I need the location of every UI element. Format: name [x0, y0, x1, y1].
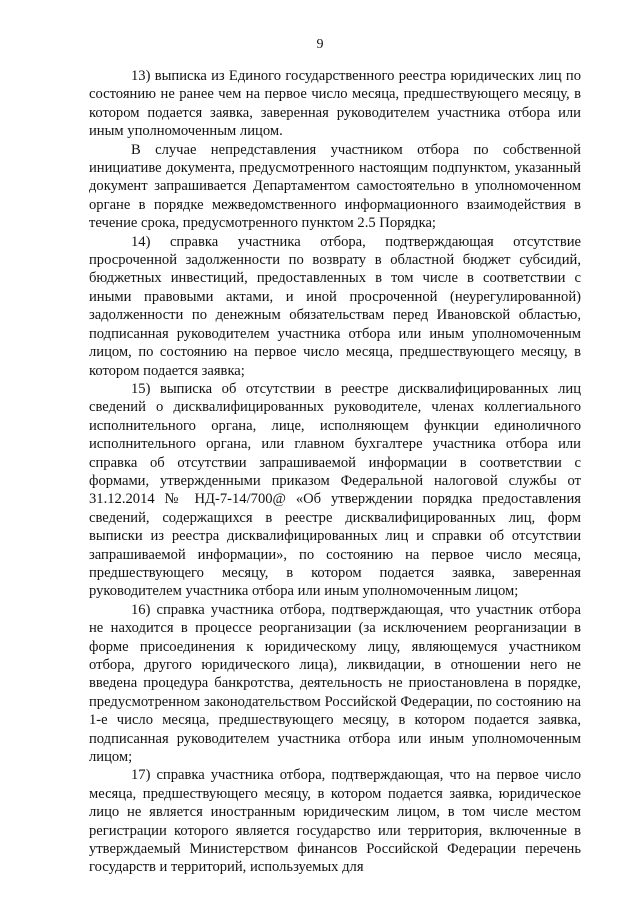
paragraph-item-14: 14) справка участника отбора, подтверждающая отсутствие просроченной задолженности по возврату в областной бюджет субсидий, бюджетных инвестиций, предоставленных в том числе в соответствии с иными правовыми актами, и иной просроченной (неурегулированной) задолженности по денежным обязательствам перед Ивановской областью, подписанная руководителем участника отбора или иным уполномоченным лицом, по состоянию на первое число месяца, предшествующего месяцу, в котором подается заявка; — [89, 233, 581, 379]
document-body — [89, 67, 581, 877]
paragraph-item-16: 16) справка участника отбора, подтверждающая, что участник отбора не находится в процессе реорганизации (за исключением реорганизации в форме присоединения к юридическому лицу, являющемуся участником отбора, другого юридического лица), ликвидации, в отношении него не введена процедура банкротства, деятельность не приостановлена в порядке, предусмотренном законодательством Российской Федерации, по состоянию на 1-е число месяца, предшествующего месяцу, в котором подается заявка, подписанная руководителем участника отбора или иным уполномоченным лицом; — [89, 601, 581, 766]
paragraph-item-15: 15) выписка об отсутствии в реестре дисквалифицированных лиц сведений о дисквалифицированных руководителе, членах коллегиального исполнительного органа, лице, исполняющем функции единоличного исполнительного органа, или главном бухгалтере участника отбора или справка об отсутствии запрашиваемой информации в соответствии с формами, утвержденными приказом Федеральной налоговой службы от 31.12.2014 № НД-7-14/700@ «Об утверждении порядка предоставления сведений, содержащихся в реестре дисквалифицированных лиц, форм выписки из реестра дисквалифицированных лиц и справки об отсутствии запрашиваемой информации», по состоянию на первое число месяца, предшествующего месяцу, в котором подается заявка, заверенная руководителем участника отбора или иным уполномоченным лицом; — [89, 380, 581, 600]
paragraph-item-13-note: В случае непредставления участником отбора по собственной инициативе документа, предусмотренного настоящим подпунктом, указанный документ запрашивается Департаментом самостоятельно в уполномоченном органе в порядке межведомственного информационного взаимодействия в течение срока, предусмотренного пунктом 2.5 Порядка; — [89, 141, 581, 232]
page-number: 9 — [316, 37, 324, 52]
paragraph-item-13: 13) выписка из Единого государственного реестра юридических лиц по состоянию не ранее чем на первое число месяца, предшествующего месяцу, в котором подается заявка, заверенная руководителем участника отбора или иным уполномоченным лицом. — [89, 68, 581, 140]
paragraph-item-17: 17) справка участника отбора, подтверждающая, что на первое число месяца, предшествующего месяцу, в котором подается заявка, юридическое лицо не является иностранным юридическим лицом, в том числе местом регистрации которого является государство или территория, включенные в утверждаемый Министерством финансов Российской Федерации перечень государств и территорий, используемых для — [89, 767, 581, 876]
